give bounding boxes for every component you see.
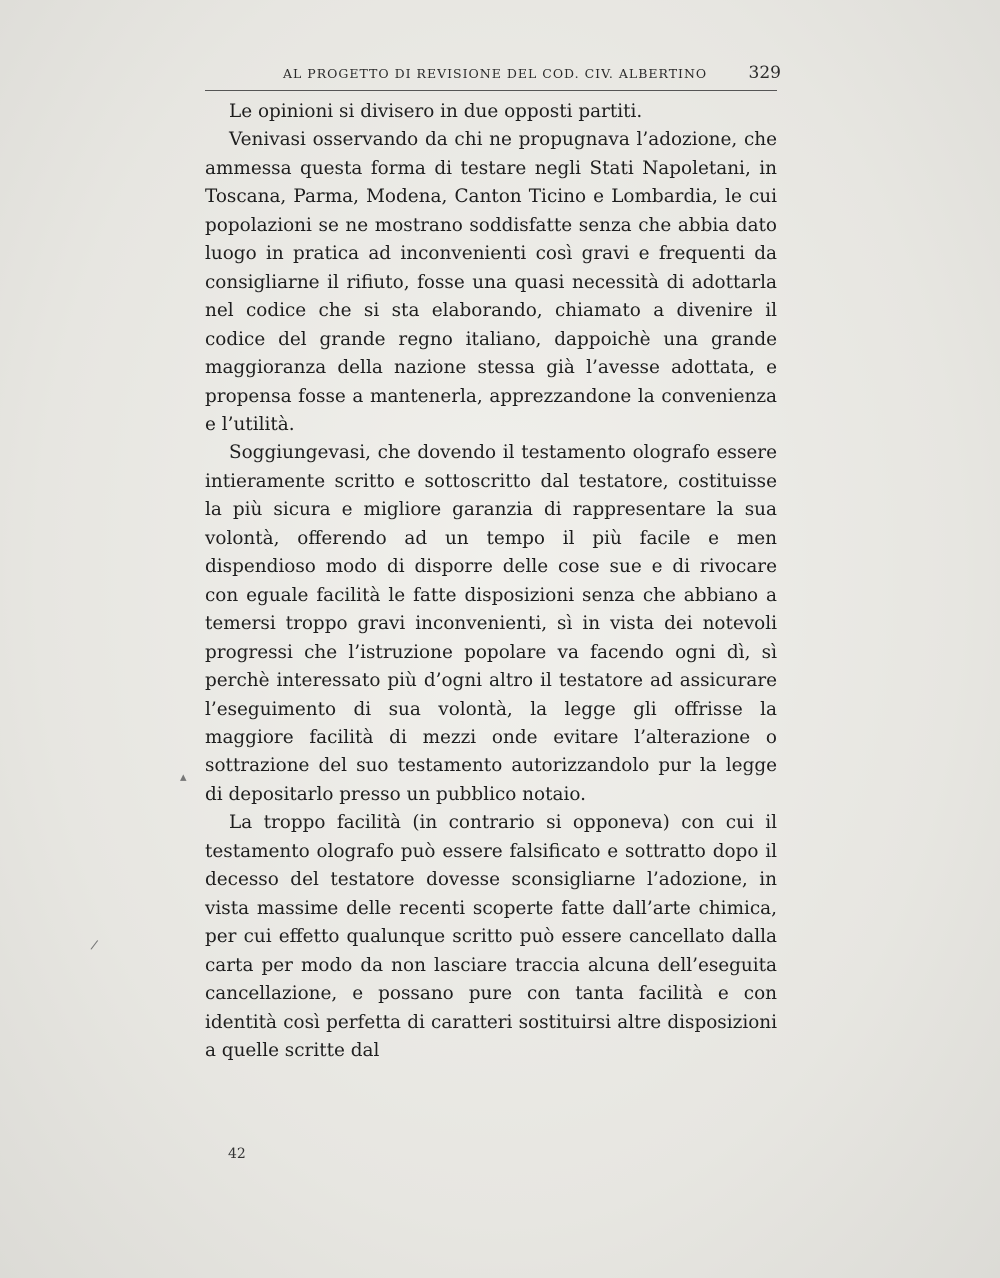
paragraph-2: Venivasi osservando da chi ne propugnava l’adozione, che ammessa questa forma di testare negli Stati Napoletani, in Toscana, Parma, Modena, Canton Ticino e Lombardia, le cui popolazioni se ne mostrano soddisfatte senza che abbia dato luogo in pratica ad inconvenienti così gravi e frequenti da consigliarne il rifiuto, fosse una quasi necessità di adottarla nel codice che si sta elaborando, chiamato a divenire il codice del grande regno italiano, dappoichè una grande maggioranza della nazione stessa già l’avesse adottata, e propensa fosse a mantenerla, apprezzandone la convenienza e l’utilità. — [205, 129, 777, 435]
margin-stroke-icon: ∕ — [89, 937, 99, 954]
body-text — [205, 98, 777, 1065]
paragraph-3: Soggiungevasi, che dovendo il testamento olografo essere intieramente scritto e sottoscritto dal testatore, costituisse la più sicura e migliore garanzia di rappresentare la sua volontà, offerendo ad un tempo il più facile e men dispendioso modo di disporre delle cose sue e di rivocare con eguale facilità le fatte disposizioni senza che abbiano a temersi troppo gravi inconvenienti, sì in vista dei notevoli progressi che l’istruzione popolare va facendo ogni dì, sì perchè interessato più d’ogni altro il testatore ad assicurare l’eseguimento di sua volontà, la legge gli offrisse la maggiore facilità di mezzi onde evitare l’alterazione o sottrazione del suo testamento autorizzandolo pur la legge di depositarlo presso un pubblico notaio. — [205, 442, 777, 805]
page-header — [205, 62, 781, 91]
running-title: AL PROGETTO DI REVISIONE DEL COD. CIV. ALBERTINO — [283, 66, 708, 81]
signature-mark: 42 — [228, 1146, 246, 1162]
margin-mark-icon: ▴ — [180, 770, 187, 785]
page-number: 329 — [748, 63, 781, 83]
paragraph-1: Le opinioni si divisero in due opposti partiti. — [229, 101, 643, 122]
paragraph-4: La troppo facilità (in contrario si opponeva) con cui il testamento olografo può essere falsificato e sottratto dopo il decesso del testatore dovesse sconsigliarne l’adozione, in vista massime delle recenti scoperte fatte dall’arte chimica, per cui effetto qualunque scritto può essere cancellato dalla carta per modo da non lasciare traccia alcuna dell’eseguita cancellazione, e possano pure con tanta facilità e con identità così perfetta di caratteri sostituirsi altre disposizioni a quelle scritte dal — [205, 812, 777, 1061]
